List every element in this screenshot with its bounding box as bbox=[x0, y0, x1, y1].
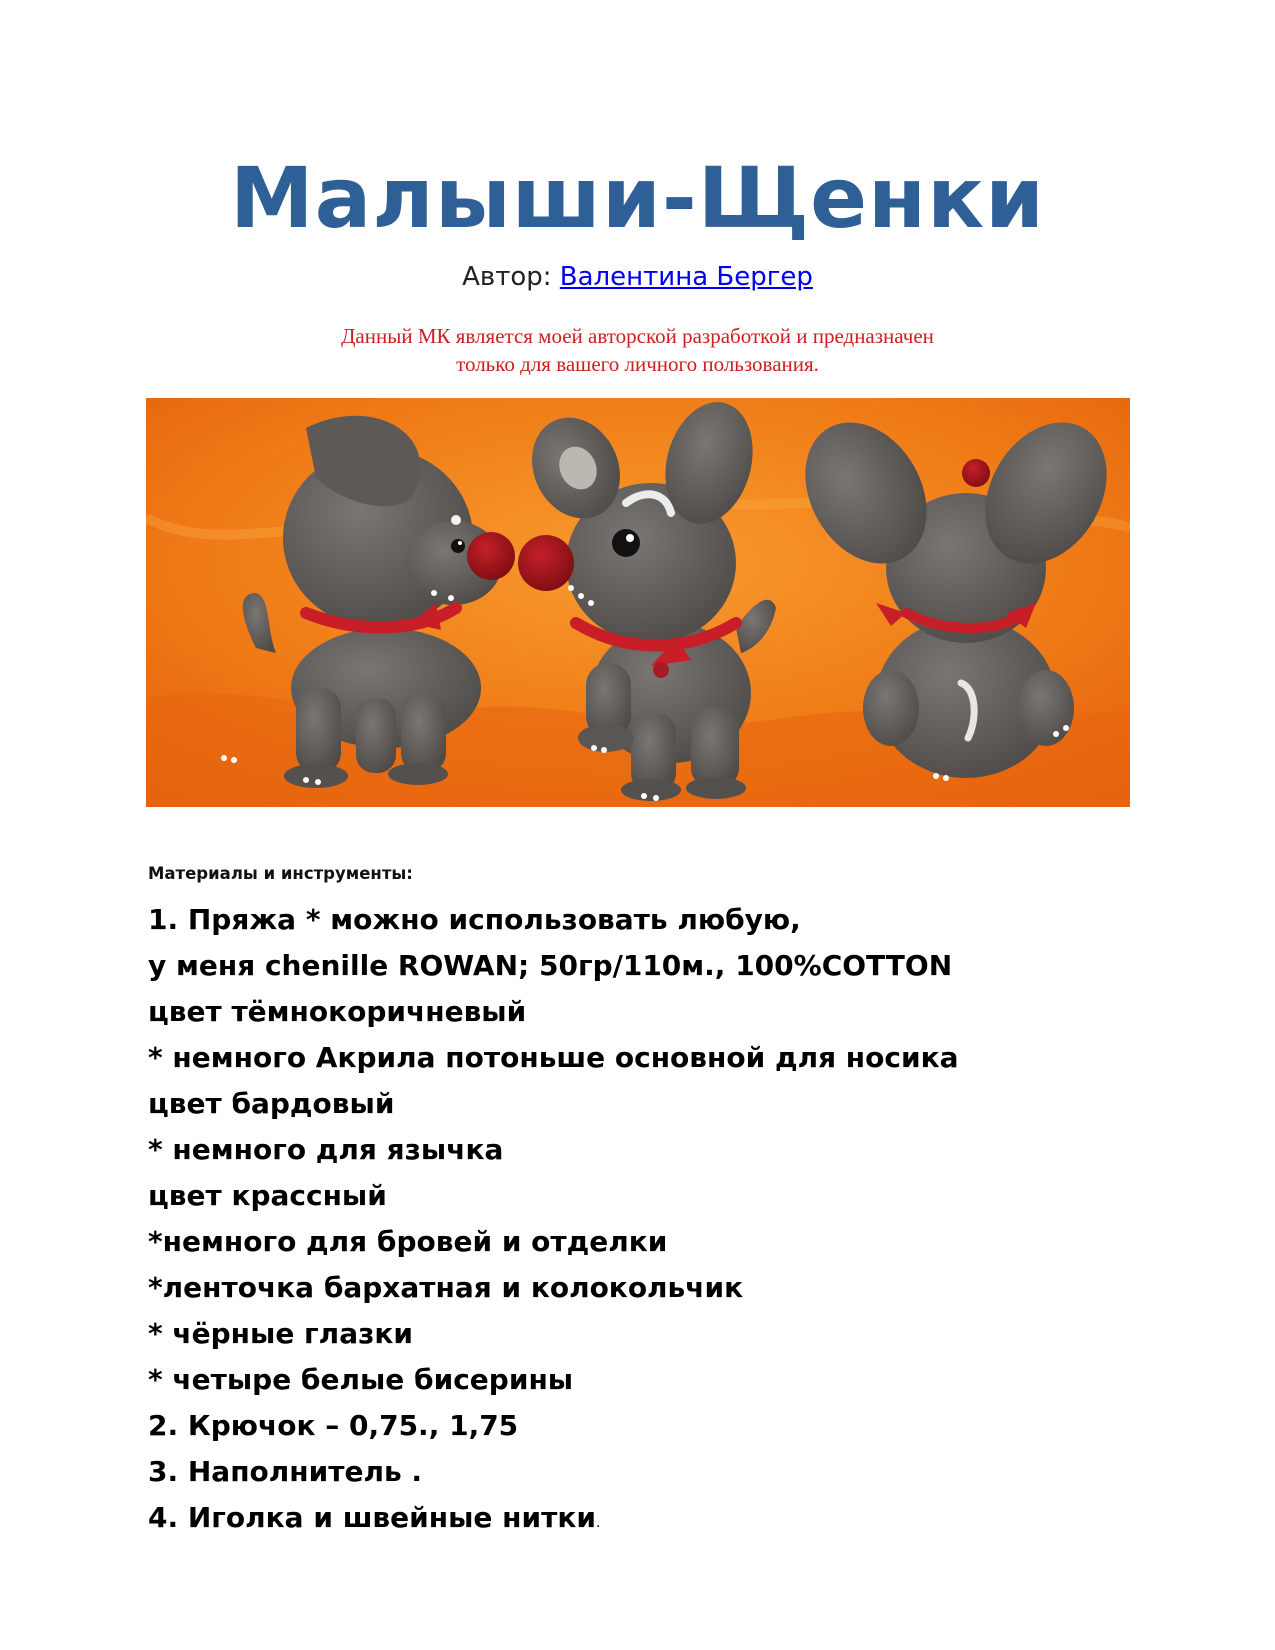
author-line bbox=[0, 262, 1275, 292]
materials-line-last bbox=[148, 1495, 1148, 1546]
materials-line: 3. Наполнитель . bbox=[148, 1455, 423, 1488]
materials-line: * немного Акрила потоньше основной для носика bbox=[148, 1041, 959, 1074]
materials-line: цвет тёмнокоричневый bbox=[148, 995, 527, 1028]
notice-line-1: Данный МК является моей авторской разработкой и предназначен bbox=[341, 324, 934, 348]
materials-line: * немного для язычка bbox=[148, 1133, 504, 1166]
materials-line: *ленточка бархатная и колокольчик bbox=[148, 1271, 744, 1304]
materials-line: цвет бардовый bbox=[148, 1087, 395, 1120]
materials-line: *немного для бровей и отделки bbox=[148, 1225, 668, 1258]
materials-line: у меня chenille ROWAN; 50гр/110м., 100%COTTON bbox=[148, 949, 953, 982]
materials-line: * четыре белые бисерины bbox=[148, 1363, 574, 1396]
materials-list bbox=[148, 897, 1148, 1546]
materials-line-text: 4. Иголка и швейные нитки bbox=[148, 1501, 596, 1534]
page-title: Малыши-Щенки bbox=[230, 149, 1045, 247]
materials-line: * чёрные глазки bbox=[148, 1317, 413, 1350]
materials-line: цвет крассный bbox=[148, 1179, 387, 1212]
materials-line: 1. Пряжа * можно использовать любую, bbox=[148, 903, 801, 936]
author-link[interactable]: Валентина Бергер bbox=[559, 262, 813, 292]
materials-line: 2. Крючок – 0,75., 1,75 bbox=[148, 1409, 519, 1442]
author-label: Автор: bbox=[462, 262, 560, 292]
copyright-notice bbox=[0, 322, 1275, 378]
materials-heading: Материалы и инструменты: bbox=[148, 864, 413, 883]
puppy-toy-photo bbox=[146, 398, 1130, 807]
trailing-period: . bbox=[595, 1515, 601, 1531]
notice-line-2: только для вашего личного пользования. bbox=[456, 352, 819, 376]
